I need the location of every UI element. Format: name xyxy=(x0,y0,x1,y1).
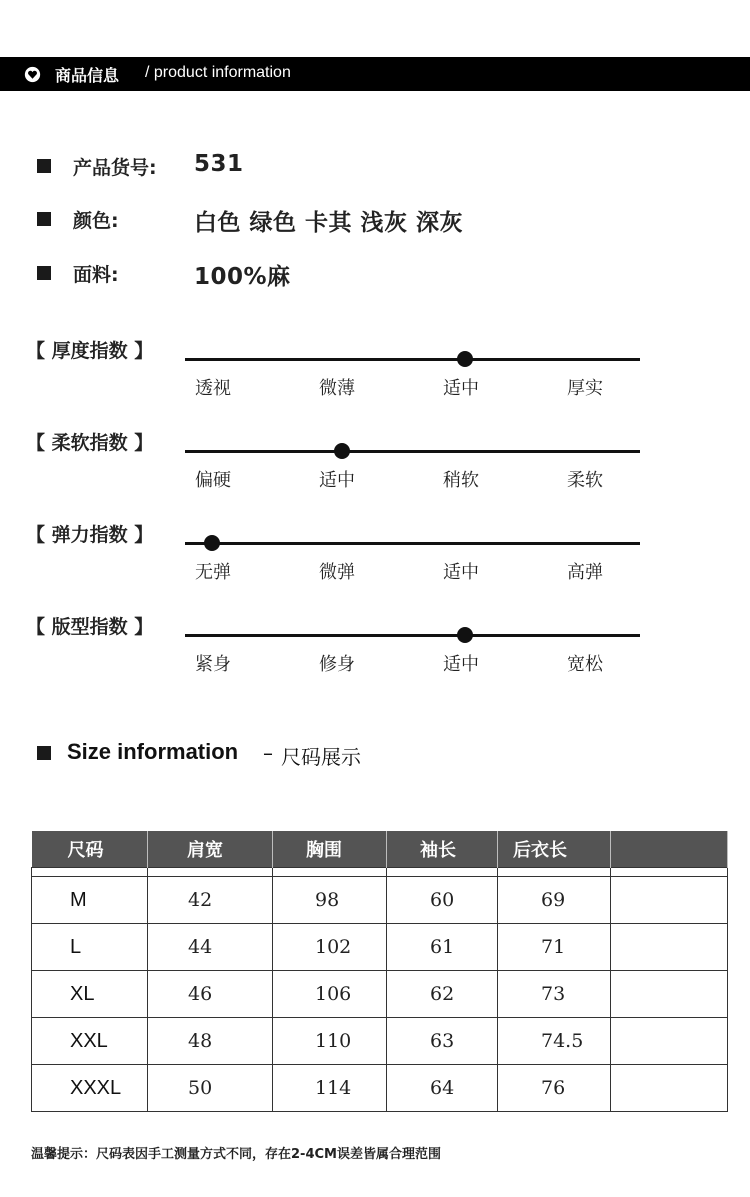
scale-option: 适中 xyxy=(443,378,479,399)
header-cell: 后衣长 xyxy=(498,831,611,868)
info-value: 100%麻 xyxy=(194,264,291,290)
cell: 106 xyxy=(273,971,387,1018)
cell: 73 xyxy=(498,971,611,1018)
scale-track xyxy=(185,634,640,637)
info-label: 颜色: xyxy=(73,210,119,232)
bullet-square xyxy=(37,266,51,280)
scale-option: 适中 xyxy=(319,470,355,491)
heart-icon xyxy=(24,66,41,83)
size-title-cn: 尺码展示 xyxy=(281,745,361,769)
cell: 102 xyxy=(273,924,387,971)
cell: 61 xyxy=(387,924,498,971)
cell xyxy=(611,924,728,971)
bullet-square xyxy=(37,212,51,226)
scale-marker xyxy=(334,443,350,459)
cell: 114 xyxy=(273,1065,387,1112)
info-value: 白色 绿色 卡其 浅灰 深灰 xyxy=(194,210,464,236)
scale-option: 适中 xyxy=(443,562,479,583)
scale-option: 高弹 xyxy=(567,562,603,583)
cell: 48 xyxy=(148,1018,273,1065)
scale-option: 宽松 xyxy=(567,654,603,675)
cell xyxy=(611,1018,728,1065)
header-cell: 肩宽 xyxy=(148,831,273,868)
cell: 62 xyxy=(387,971,498,1018)
cell: XXL xyxy=(32,1018,148,1065)
scale-marker xyxy=(457,627,473,643)
size-title-dash: – xyxy=(263,741,273,765)
scale-marker xyxy=(457,351,473,367)
cell: XXXL xyxy=(32,1065,148,1112)
cell: 110 xyxy=(273,1018,387,1065)
cell: 69 xyxy=(498,877,611,924)
size-title-en: Size information xyxy=(67,739,239,764)
scale-option: 柔软 xyxy=(567,470,603,491)
cell: 50 xyxy=(148,1065,273,1112)
cell: 46 xyxy=(148,971,273,1018)
cell: L xyxy=(32,924,148,971)
cell: 42 xyxy=(148,877,273,924)
cell xyxy=(611,1065,728,1112)
header-cell xyxy=(611,831,728,868)
scale-option: 紧身 xyxy=(195,654,231,675)
scale-option: 无弹 xyxy=(195,562,231,583)
scale-thickness xyxy=(0,336,750,406)
bullet-square xyxy=(37,746,51,760)
header-title-cn: 商品信息 xyxy=(55,66,120,85)
scale-softness xyxy=(0,428,750,498)
info-label: 产品货号: xyxy=(73,157,157,179)
scale-track xyxy=(185,450,640,453)
cell xyxy=(611,877,728,924)
header-cell: 胸围 xyxy=(273,831,387,868)
table-row xyxy=(32,924,728,971)
scale-option: 适中 xyxy=(443,654,479,675)
scale-title: 【 弹力指数 】 xyxy=(26,524,154,546)
info-row-item-no xyxy=(37,151,687,181)
scale-track xyxy=(185,358,640,361)
cell: 76 xyxy=(498,1065,611,1112)
cell: M xyxy=(32,877,148,924)
scale-elasticity xyxy=(0,520,750,590)
scale-fit xyxy=(0,612,750,682)
table-row xyxy=(32,971,728,1018)
cell: 64 xyxy=(387,1065,498,1112)
table-row xyxy=(32,1065,728,1112)
scale-option: 偏硬 xyxy=(195,470,231,491)
scale-option: 稍软 xyxy=(443,470,479,491)
scale-option: 透视 xyxy=(195,378,231,399)
cell: 63 xyxy=(387,1018,498,1065)
table-row xyxy=(32,1018,728,1065)
cell: 60 xyxy=(387,877,498,924)
scale-option: 厚实 xyxy=(567,378,603,399)
info-value: 531 xyxy=(194,151,244,177)
info-row-fabric xyxy=(37,258,687,288)
info-row-color xyxy=(37,204,687,234)
cell: 44 xyxy=(148,924,273,971)
table-spacer-row xyxy=(32,868,728,877)
scale-title: 【 版型指数 】 xyxy=(26,616,154,638)
header-title-en: / product information xyxy=(145,64,291,81)
scale-marker xyxy=(204,535,220,551)
scale-option: 微薄 xyxy=(319,378,355,399)
table-header-row xyxy=(32,831,728,868)
size-note: 温馨提示：尺码表因手工测量方式不同，存在2-4CM误差皆属合理范围 xyxy=(31,1147,441,1162)
table-row xyxy=(32,877,728,924)
scale-option: 微弹 xyxy=(319,562,355,583)
cell: 74.5 xyxy=(498,1018,611,1065)
header-bar xyxy=(0,57,750,91)
scale-title: 【 厚度指数 】 xyxy=(26,340,154,362)
scale-track xyxy=(185,542,640,545)
scale-option: 修身 xyxy=(319,654,355,675)
cell xyxy=(611,971,728,1018)
info-label: 面料: xyxy=(73,264,119,286)
size-table xyxy=(31,831,728,1112)
bullet-square xyxy=(37,159,51,173)
scale-title: 【 柔软指数 】 xyxy=(26,432,154,454)
cell: XL xyxy=(32,971,148,1018)
cell: 71 xyxy=(498,924,611,971)
cell: 98 xyxy=(273,877,387,924)
header-cell: 尺码 xyxy=(32,831,148,868)
header-cell: 袖长 xyxy=(387,831,498,868)
